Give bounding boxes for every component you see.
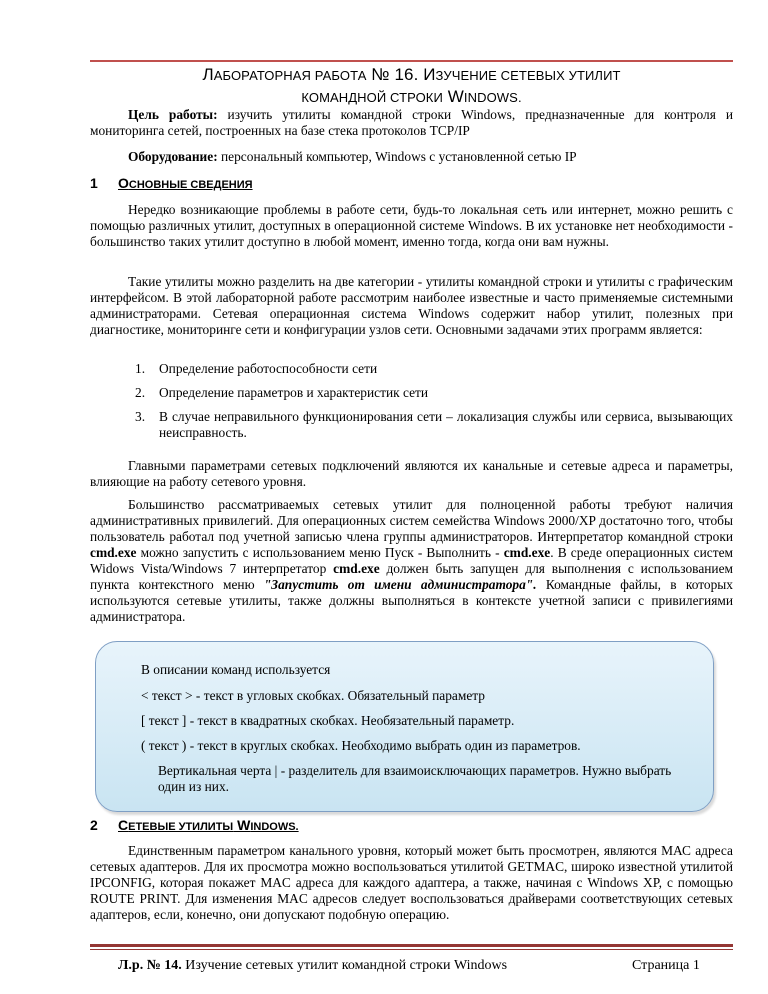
section-number: 1 — [90, 175, 98, 191]
list-item — [135, 409, 733, 441]
equipment-label: Оборудование: — [128, 149, 218, 164]
section-title-part: С — [118, 817, 129, 833]
section-1-heading — [90, 175, 253, 191]
top-rule — [90, 60, 733, 62]
list-number: 3. — [135, 409, 146, 424]
menu-item-quote: "Запустить от имени администратора". — [263, 577, 537, 592]
title-part: INDOWS. — [463, 90, 522, 105]
page-title — [90, 64, 733, 108]
section-title-part: INDOWS. — [250, 821, 299, 833]
list-item — [135, 385, 733, 401]
title-part: W — [442, 87, 464, 106]
list-number: 1. — [135, 361, 146, 376]
section-title-part: О — [118, 175, 129, 191]
text-run: . В среде операционных систем Widows Vista/Windows 7 интерпретатор — [90, 545, 733, 576]
title-part: КОМАНДНОЙ СТРОКИ — [301, 90, 443, 105]
section-1-paragraph-1: Нередко возникающие проблемы в работе сети, будь-то локальная сеть или интернет, можно решить с помощью различных утилит, доступных в операционной системе Windows. В их установке нет необходимости - большинство таких утилит доступно в любой момент, именно тогда, когда они вам нужны. — [90, 202, 733, 249]
goal-label: Цель работы: — [128, 107, 218, 122]
section-1-paragraph-4 — [90, 497, 733, 625]
tasks-list — [135, 361, 733, 449]
command-name: cmd.exe — [503, 545, 551, 560]
goal-text: изучить утилиты командной строки Windows, предназначенные для контроля и мониторинга сетей, построенных на базе стека протоколов TCP/IP — [90, 107, 733, 138]
footer-lab-title: Изучение сетевых утилит командной строки Windows — [181, 958, 508, 973]
goal-paragraph — [90, 107, 733, 139]
callout-line: Вертикальная черта | - разделитель для взаимоисключающих параметров. Нужно выбрать один из них. — [158, 763, 672, 794]
text-run: должен быть запущен для выполнения с использованием пункта контекстного меню — [90, 561, 734, 592]
command-name: cmd.exe — [90, 545, 137, 560]
list-text: В случае неправильного функционирования сети – локализация службы или сервиса, вызывающих неисправность. — [159, 409, 733, 440]
title-part: Л — [202, 65, 214, 84]
title-part: № 16. И — [366, 65, 436, 84]
list-text: Определение параметров и характеристик сети — [159, 385, 429, 400]
section-title-part: ЕТЕВЫЕ УТИЛИТЫ — [128, 821, 234, 833]
title-part: АБОРАТОРНАЯ РАБОТА — [213, 68, 367, 83]
page-number: Страница 1 — [632, 958, 700, 973]
equipment-text: персональный компьютер, Windows с установленной сетью IP — [217, 149, 577, 164]
notation-callout-box — [95, 641, 714, 812]
list-number: 2. — [135, 385, 146, 400]
section-2-heading — [90, 817, 299, 833]
command-name: cmd.exe — [333, 561, 380, 576]
list-item — [135, 361, 733, 377]
section-2-paragraph-1: Единственным параметром канального уровня, который может быть просмотрен, являются МАС адреса сетевых адаптеров. Для их просмотра можно воспользоваться утилитой GETMAC, широко известной утилитой IPCONFIG, которая покажет MAC адреса для каждого адаптера, а также, начиная с Windows XP, с помощью ROUTE PRINT. Для изменения MAC адресов следует воспользоваться драйверами соответствующих сетевых адаптеров, если, конечно, они допускают подобную операцию. — [90, 843, 733, 922]
footer-title — [118, 958, 507, 974]
equipment-paragraph — [90, 149, 733, 165]
section-title-part: СНОВНЫЕ СВЕДЕНИЯ — [128, 179, 253, 191]
footer-lab-number: Л.р. № 14. — [118, 958, 182, 973]
section-number: 2 — [90, 817, 98, 833]
text-run: можно запустить с использованием меню Пуск - Выполнить - — [136, 545, 504, 560]
callout-line: [ текст ] - текст в квадратных скобках. Необязательный параметр. — [141, 713, 515, 728]
footer-rule — [90, 944, 733, 947]
text-run: Большинство рассматриваемых сетевых утилит для полноценной работы требуют наличия административных привилегий. Для операционных систем семейства Windows 2000/XP достаточно того, чтобы пользователь работал под учетной записью члена группы администраторов. Интерпретатор командной строки — [90, 497, 733, 544]
title-part: ЗУЧЕНИЕ СЕТЕВЫХ УТИЛИТ — [435, 68, 621, 83]
section-title-part: W — [233, 817, 251, 833]
footer-rule-thin — [90, 949, 733, 950]
text-run: Командные файлы, в которых используются сетевые утилиты, также должны выполняться в контексте учетной записи с привилегиями администратора. — [90, 577, 733, 624]
callout-line: ( текст ) - текст в круглых скобках. Необходимо выбрать один из параметров. — [141, 738, 581, 753]
list-text: Определение работоспособности сети — [159, 361, 378, 376]
section-1-paragraph-3: Главными параметрами сетевых подключений являются их канальные и сетевые адреса и параметры, влияющие на работу сетевого уровня. — [90, 458, 733, 489]
callout-line: В описании команд используется — [141, 662, 331, 677]
section-1-paragraph-2: Такие утилиты можно разделить на две категории - утилиты командной строки и утилиты с графическим интерфейсом. В этой лабораторной работе рассмотрим наиболее известные и часто применяемые системными администраторами. Сетевая операционная система Windows содержит набор утилит, полезных при диагностике, мониторинге сети и конфигурации узлов сети. Основными задачами этих программ является: — [90, 274, 733, 337]
callout-line: < текст > - текст в угловых скобках. Обязательный параметр — [141, 688, 485, 703]
